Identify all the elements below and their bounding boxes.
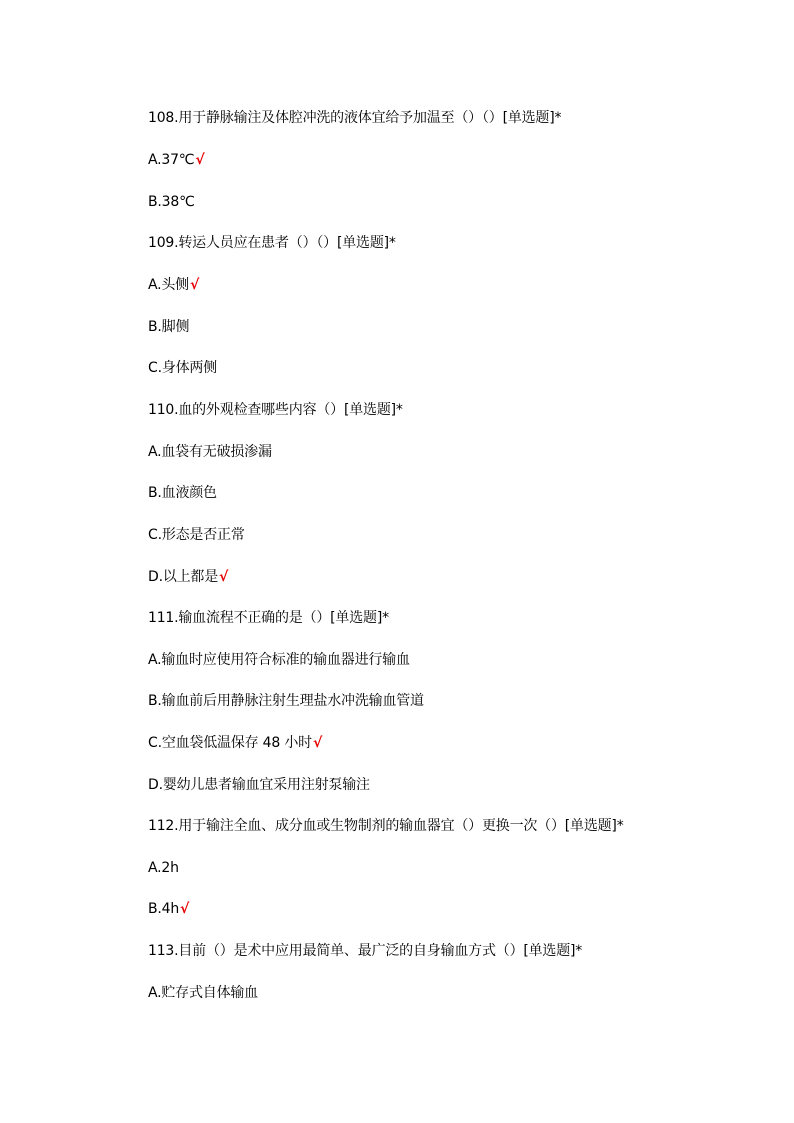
correct-check-icon: √ [180,901,190,917]
option-text: A.2h [148,860,179,876]
correct-check-icon: √ [312,735,323,751]
option-111-a [148,650,410,670]
option-text: B.脚侧 [148,319,190,335]
option-text: C.空血袋低温保存 48 小时 [148,735,312,751]
option-111-b [148,691,424,711]
option-text: A.头侧 [148,277,189,293]
option-108-a [148,150,204,170]
option-text: B.4h [148,901,180,917]
option-109-a [148,275,199,295]
question-110 [148,400,403,420]
option-text: C.身体两侧 [148,360,218,376]
correct-check-icon: √ [219,569,229,585]
question-text: 110.血的外观检查哪些内容（）[单选题]* [148,402,403,418]
question-112 [148,816,624,836]
option-110-b [148,483,217,503]
question-113 [148,941,582,961]
option-111-d [148,775,370,795]
option-text: B.38℃ [148,194,195,210]
option-112-a [148,858,179,878]
question-111 [148,608,389,628]
option-113-a [148,983,258,1003]
option-110-c [148,525,245,545]
option-text: D.婴幼儿患者输血宜采用注射泵输注 [148,777,370,793]
question-108 [148,108,561,128]
question-text: 111.输血流程不正确的是（）[单选题]* [148,610,389,626]
option-text: A.贮存式自体输血 [148,985,258,1001]
question-109 [148,233,396,253]
option-109-b [148,317,189,337]
option-111-c [148,733,322,753]
option-text: C.形态是否正常 [148,527,245,543]
question-text: 109.转运人员应在患者（）（）[单选题]* [148,235,396,251]
question-text: 112.用于输注全血、成分血或生物制剂的输血器宜（）更换一次（）[单选题]* [148,818,624,834]
option-text: A.37℃ [148,152,195,168]
option-text: B.输血前后用静脉注射生理盐水冲洗输血管道 [148,693,424,709]
question-text: 108.用于静脉输注及体腔冲洗的液体宜给予加温至（）（）[单选题]* [148,110,562,126]
option-110-d [148,567,228,587]
option-109-c [148,358,217,378]
option-text: B.血液颜色 [148,485,217,501]
question-text: 113.目前（）是术中应用最简单、最广泛的自身输血方式（）[单选题]* [148,943,583,959]
option-text: A.输血时应使用符合标准的输血器进行输血 [148,652,410,668]
correct-check-icon: √ [195,152,205,168]
option-108-b [148,192,195,212]
option-112-b [148,899,189,919]
option-text: A.血袋有无破损渗漏 [148,444,272,460]
option-text: D.以上都是 [148,569,219,585]
option-110-a [148,442,272,462]
correct-check-icon: √ [189,277,200,293]
